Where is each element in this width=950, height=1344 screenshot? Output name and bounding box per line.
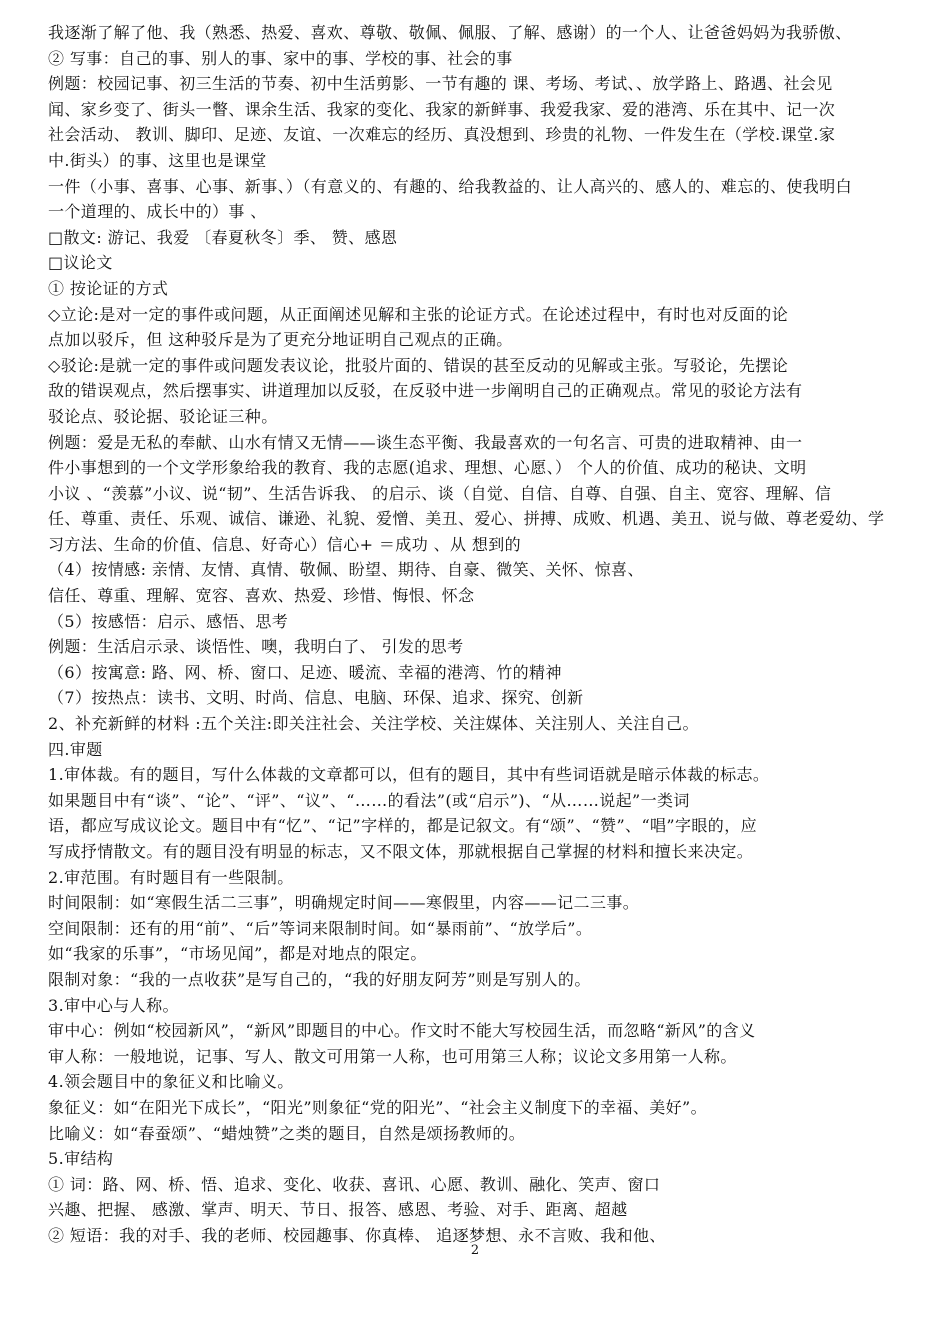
text-line: 点加以驳斥，但 这种驳斥是为了更充分地证明自己观点的正确。 [48,330,513,350]
text-line: （4）按情感: 亲情、友情、真情、敬佩、盼望、期待、自豪、微笑、关怀、惊喜、 [48,560,644,580]
text-line: 1.审体裁。有的题目，写什么体裁的文章都可以，但有的题目，其中有些词语就是暗示体裁的标志。 [48,765,770,785]
text-line: 兴趣、把握、 感激、掌声、明天、节日、报答、感恩、考验、对手、距离、超越 [48,1200,628,1220]
text-line: ② 写事：自己的事、别人的事、家中的事、学校的事、社会的事 [48,48,513,68]
text-line: ◇驳论:是就一定的事件或问题发表议论，批驳片面的、错误的甚至反动的见解或主张。写驳论，先摆论 [48,355,789,375]
text-line: 任、尊重、责任、乐观、诚信、谦逊、礼貌、爱憎、美丑、爱心、拼搏、成败、机遇、美丑、说与做、尊老爱幼、学 [48,509,885,529]
text-line: 时间限制：如“寒假生活二三事”，明确规定时间——寒假里，内容——记二三事。 [48,893,640,913]
text-body [48,20,914,1249]
text-line: 一件（小事、喜事、心事、新事、）（有意义的、有趣的、给我教益的、让人高兴的、感人的、难忘的、使我明白 [48,176,853,196]
text-line: （6）按寓意: 路、网、桥、窗口、足迹、暖流、幸福的港湾、竹的精神 [48,662,562,682]
text-line: 例题：生活启示录、谈悟性、噢，我明白了、 引发的思考 [48,637,464,657]
text-line: 如“我家的乐事”，“市场见闻”，都是对地点的限定。 [48,944,427,964]
text-line: 3.审中心与人称。 [48,995,179,1015]
text-line: 小议 、“羡慕”小议、说“韧”、生活告诉我、 的启示、谈（自觉、自信、自尊、自强、自主、宽容、理解、信 [48,483,832,503]
text-line: （7）按热点：读书、文明、时尚、信息、电脑、环保、追求、探究、创新 [48,688,584,708]
text-line: 例题：爱是无私的奉献、山水有情又无情——谈生态平衡、我最喜欢的一句名言、可贵的进取精神、由一 [48,432,803,452]
text-line: 限制对象：“我的一点收获”是写自己的，“我的好朋友阿芳”则是写别人的。 [48,969,591,989]
page-number: 2 [470,1243,480,1258]
text-line: 中.街头）的事、这里也是课堂 [48,150,267,170]
text-line: 驳论点、驳论据、驳论证三种。 [48,406,278,426]
text-line: ◇立论:是对一定的事件或问题，从正面阐述见解和主张的论证方式。在论述过程中，有时也对反面的论 [48,304,789,324]
text-line: 敌的错误观点，然后摆事实、讲道理加以反驳，在反驳中进一步阐明自己的正确观点。常见的驳论方法有 [48,381,803,401]
text-line: ① 按论证的方式 [48,278,169,298]
text-line: 2、补充新鲜的材料 :五个关注:即关注社会、关注学校、关注媒体、关注别人、关注自己。 [48,714,699,734]
text-line: 例题：校园记事、初三生活的节奏、初中生活剪影、一节有趣的 课、考场、考试、、放学路上、路遇、社会见 [48,74,833,94]
text-line: 我逐渐了解了他、我（熟悉、热爱、喜欢、尊敬、敬佩、佩服、了解、感谢）的一个人、让爸爸妈妈为我骄傲、 [48,23,852,42]
text-line: 一个道理的、成长中的）事 、 [48,202,267,222]
text-line: 4.领会题目中的象征义和比喻义。 [48,1072,294,1092]
text-line: ② 短语：我的对手、我的老师、校园趣事、你真棒、 追逐梦想、永不言败、我和他、 [48,1225,666,1245]
text-line: □议论文 [48,253,113,273]
text-line: 审中心：例如“校园新风”，“新风”即题目的中心。作文时不能大写校园生活，而忽略“新风”的含义 [48,1021,756,1041]
text-line: 信任、尊重、理解、宽容、喜欢、热爱、珍惜、悔恨、怀念 [48,586,475,606]
text-line: 社会活动、 教训、脚印、足迹、友谊、一次难忘的经历、真没想到、珍贵的礼物、一件发生在（学校.课堂.家 [48,125,836,145]
text-line: 写成抒情散文。有的题目没有明显的标志，又不限文体，那就根据自己掌握的材料和擅长来决定。 [48,842,754,861]
text-line: 四.审题 [48,739,103,759]
text-line: 2.审范围。有时题目有一些限制。 [48,867,294,887]
text-line: 象征义：如“在阳光下成长”，“阳光”则象征“党的阳光”、“社会主义制度下的幸福、美好”。 [48,1097,708,1117]
text-line: 如果题目中有“谈”、“论”、“评”、“议”、“……的看法”(或“启示”)、“从……说起”一类词 [48,790,690,810]
text-line: 闻、家乡变了、街头一瞥、课余生活、我家的变化、我家的新鲜事、我爱我家、爱的港湾、乐在其中、记一次 [48,99,836,119]
text-line: （5）按感悟：启示、感悟、思考 [48,611,289,631]
text-line: 件小事想到的一个文学形象给我的教育、我的志愿(追求、理想、心愿、） 个人的价值、成功的秘诀、文明 [48,458,807,478]
text-line: □散文: 游记、我爱 〔春夏秋冬〕季、 赞、感恩 [48,227,398,247]
text-line: 5.审结构 [48,1149,114,1169]
text-line: 语，都应写成议论文。题目中有“忆”、“记”字样的，都是记叙文。有“颂”、“赞”、“唱”字眼的，应 [48,816,757,836]
text-line: 空间限制：还有的用“前”、“后”等词来限制时间。如“暴雨前”、“放学后”。 [48,918,593,938]
text-line: 习方法、生命的价值、信息、好奇心）信心+ ＝成功 、从 想到的 [48,534,522,554]
text-line: 审人称：一般地说，记事、写人、散文可用第一人称，也可用第三人称；议论文多用第一人称。 [48,1046,737,1066]
text-line: ① 词：路、网、桥、悟、追求、变化、收获、喜讯、心愿、教训、融化、笑声、窗口 [48,1174,661,1194]
text-line: 比喻义：如“春蚕颂”、“蜡烛赞”之类的题目，自然是颂扬教师的。 [48,1123,526,1143]
